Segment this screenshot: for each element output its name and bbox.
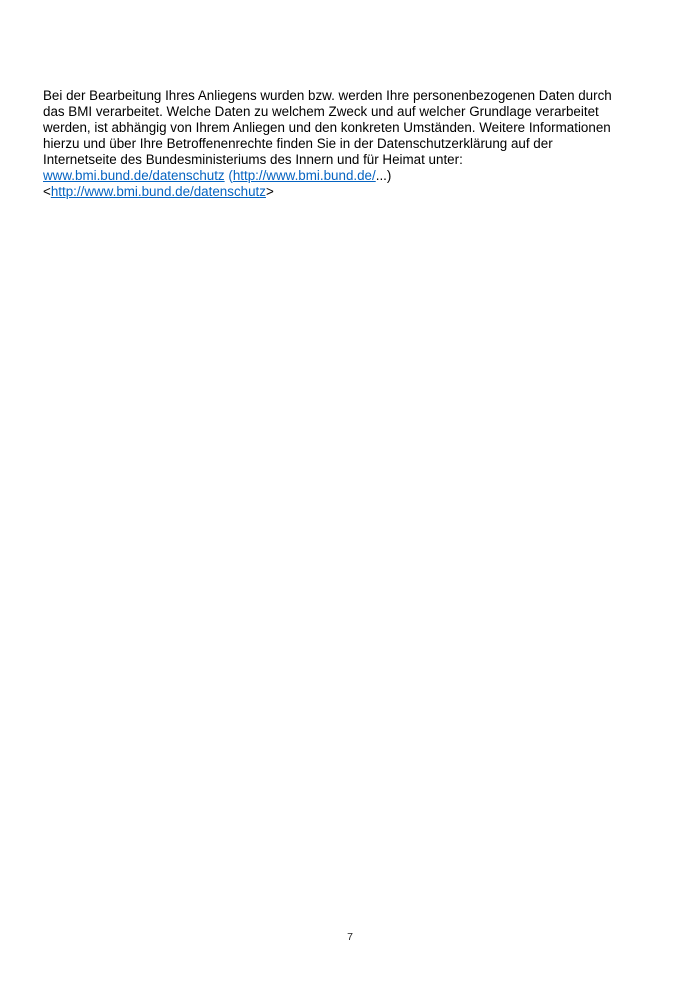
ellipsis-close-paren-text: ...) [375,168,392,183]
page-number: 7 [347,931,353,943]
bund-partial-link[interactable]: http://www.bmi.bund.de/ [232,168,376,183]
datenschutz-short-link[interactable]: www.bmi.bund.de/datenschutz [43,168,225,183]
link-line-2 [43,184,661,200]
datenschutz-full-link[interactable]: http://www.bmi.bund.de/datenschutz [50,184,266,199]
paragraph-line-5: Internetseite des Bundesministeriums des Innern und für Heimat unter: [43,152,463,167]
angle-close-text: > [265,184,274,199]
paragraph-line-2: das BMI verarbeitet. Welche Daten zu welchem Zweck und auf welcher Grundlage verarbeitet [43,104,599,119]
angle-open-text: < [43,184,51,199]
link-line-1 [43,168,661,184]
paragraph-line-4: hierzu und über Ihre Betroffenenrechte finden Sie in der Datenschutzerklärung auf der [43,136,553,151]
paragraph-line-3: werden, ist abhängig von Ihrem Anliegen und den konkreten Umständen. Weitere Informationen [43,120,611,135]
open-paren-text: ( [224,168,233,183]
body-paragraph [43,88,661,200]
paragraph-line-1: Bei der Bearbeitung Ihres Anliegens wurden bzw. werden Ihre personenbezogenen Daten durch [43,88,612,103]
